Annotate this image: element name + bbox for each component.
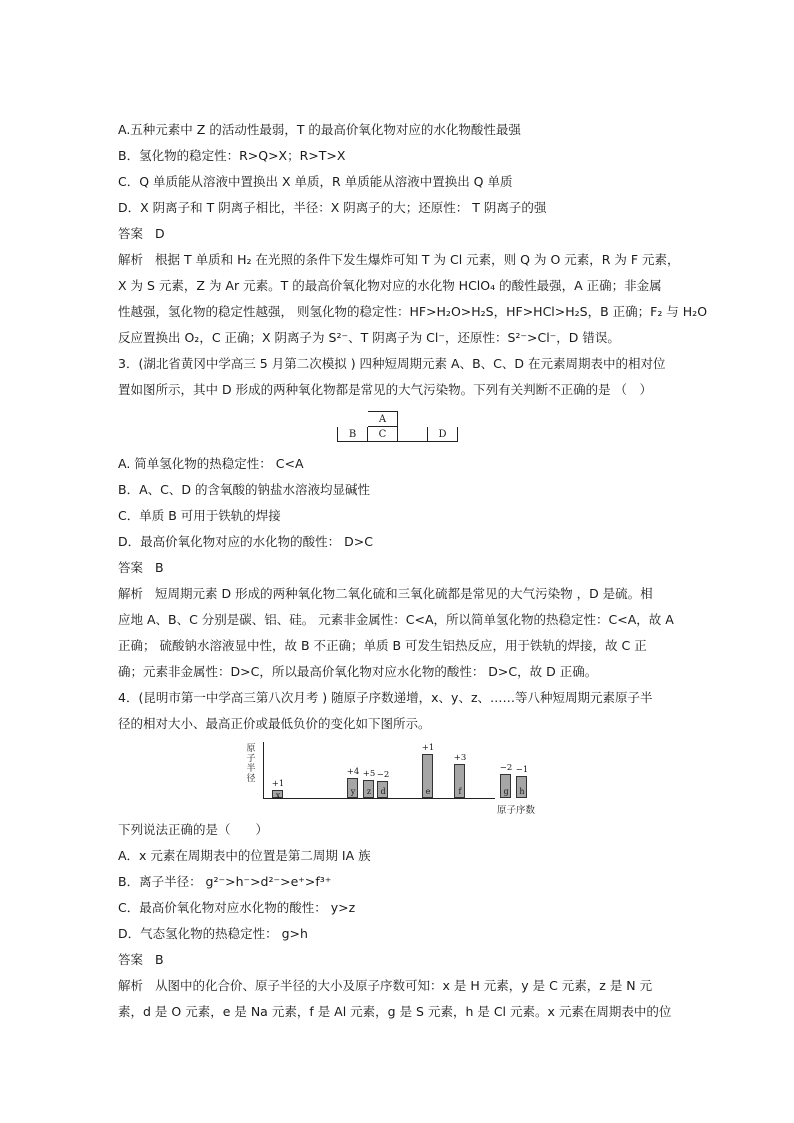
analysis-label: 解析 xyxy=(118,586,144,601)
q4-answer xyxy=(118,952,680,968)
chart-bar-label-e: e xyxy=(425,787,431,796)
q2-analysis-line-2: X 为 S 元素，Z 为 Ar 元素。T 的最高价氧化物对应的水化物 HClO₄ 的酸性最强，A 正确；非金属 xyxy=(118,278,662,293)
chart-bar-label-h: h xyxy=(519,787,525,796)
table-cell xyxy=(398,412,428,427)
chart-valence-label-z: +5 xyxy=(362,769,376,779)
chart-x-axis xyxy=(263,798,495,799)
q3-answer xyxy=(118,560,680,576)
chart-valence-label-h: −1 xyxy=(515,765,529,775)
chart-bar-label-d: d xyxy=(380,787,386,796)
table-cell: A xyxy=(368,412,398,427)
q3-option-d: D．最高价氧化物对应的水化物的酸性： D>C xyxy=(118,534,373,549)
q4-stem-line-1: 4．(昆明市第一中学高三第八次月考 ) 随原子序数递增，x、y、z、……等八种短周期元素原子半 xyxy=(118,690,653,705)
q3-analysis-line-3: 正确； 硫酸钠水溶液显中性，故 B 不正确；单质 B 可发生铝热反应，用于铁轨的焊接，故 C 正 xyxy=(118,638,647,653)
answer-value: B xyxy=(155,560,164,575)
answer-label: 答案 xyxy=(118,226,144,241)
table-row xyxy=(338,427,458,442)
answer-label: 答案 xyxy=(118,952,144,967)
q2-answer xyxy=(118,226,680,242)
q3-analysis-line-1: 解析 短周期元素 D 形成的两种氧化物二氧化硫和三氧化硫都是常见的大气污染物 ，D 是硫。相 xyxy=(118,586,653,601)
table-cell xyxy=(338,412,368,427)
q2-option-a: A.五种元素中 Z 的活动性最弱，T 的最高价氧化物对应的水化物酸性最强 xyxy=(118,122,521,137)
chart-y-axis-label: 原子半径 xyxy=(246,744,256,784)
q3-analysis-line-2: 应地 A、B、C 分别是碳、铝、硅。 元素非金属性：C<A，所以简单氢化物的热稳定性：C<A，故 A xyxy=(118,612,674,627)
answer-label: 答案 xyxy=(118,560,144,575)
q3-option-a: A. 简单氢化物的热稳定性： C<A xyxy=(118,456,304,471)
atomic-radius-chart xyxy=(245,742,555,814)
chart-valence-label-g: −2 xyxy=(499,763,513,773)
q2-option-d: D．X 阴离子和 T 阴离子相比，半径：X 阴离子的大；还原性： T 阴离子的强 xyxy=(118,200,547,215)
table-cell: D xyxy=(428,427,458,442)
chart-bar-label-g: g xyxy=(503,787,509,796)
q3-analysis-line-4: 确；元素非金属性：D>C，所以最高价氧化物对应水化物的酸性： D>C，故 D 正确。 xyxy=(118,664,598,679)
chart-x-axis-label: 原子序数 xyxy=(497,805,536,816)
chart-bar-label-f: f xyxy=(458,787,462,796)
analysis-label: 解析 xyxy=(118,252,144,267)
periodic-position-table xyxy=(337,411,458,442)
q3-option-b: B．A、C、D 的含氧酸的钠盐水溶液均显碱性 xyxy=(118,482,370,497)
chart-valence-label-x: +1 xyxy=(271,779,285,789)
chart-valence-label-y: +4 xyxy=(346,767,360,777)
q2-analysis-line-4: 反应置换出 O₂，C 正确；X 阴离子为 S²⁻、T 阴离子为 Cl⁻，还原性：S²⁻>Cl⁻，D 错误。 xyxy=(118,330,620,345)
q4-option-c: C．最高价氧化物对应水化物的酸性： y>z xyxy=(118,900,356,915)
chart-bar-label-x: x xyxy=(275,791,281,800)
q4-option-a: A．x 元素在周期表中的位置是第二周期 ⅠA 族 xyxy=(118,848,371,863)
q4-analysis-line-1: 解析 从图中的化合价、原子半径的大小及原子序数可知：x 是 H 元素，y 是 C 元素，z 是 N 元 xyxy=(118,978,653,993)
table-cell xyxy=(428,412,458,427)
q3-stem-line-1: 3．(湖北省黄冈中学高三 5 月第二次模拟 ) 四种短周期元素 A、B、C、D 在元素周期表中的相对位 xyxy=(118,356,666,371)
q4-stem-line-2: 径的相对大小、最高正价或最低负价的变化如下图所示。 xyxy=(118,716,431,731)
table-row xyxy=(338,412,458,427)
chart-y-axis xyxy=(263,742,264,798)
q2-option-c: C．Q 单质能从溶液中置换出 X 单质，R 单质能从溶液中置换出 Q 单质 xyxy=(118,174,513,189)
chart-bar-label-z: z xyxy=(366,787,372,796)
table-cell: C xyxy=(368,427,398,442)
q4-option-b: B．离子半径： g²⁻>h⁻>d²⁻>e⁺>f³⁺ xyxy=(118,874,332,889)
answer-value: D xyxy=(155,226,165,241)
q2-option-b: B．氢化物的稳定性：R>Q>X；R>T>X xyxy=(118,148,346,163)
table-cell: B xyxy=(338,427,368,442)
table-cell xyxy=(398,427,428,442)
chart-valence-label-e: +1 xyxy=(421,743,435,753)
analysis-label: 解析 xyxy=(118,978,144,993)
q4-option-d: D．气态氢化物的热稳定性： g>h xyxy=(118,926,308,941)
answer-value: B xyxy=(155,952,164,967)
q2-analysis-line-3: 性越强，氢化物的稳定性越强， 则氢化物的稳定性：HF>H₂O>H₂S，HF>HCl>H₂S，B 正确；F₂ 与 H₂O xyxy=(118,304,708,319)
chart-valence-label-d: −2 xyxy=(376,770,390,780)
q3-option-c: C．单质 B 可用于铁轨的焊接 xyxy=(118,508,281,523)
q4-question: 下列说法正确的是（ ） xyxy=(118,822,269,837)
q4-analysis-line-2: 素，d 是 O 元素，e 是 Na 元素，f 是 Al 元素，g 是 S 元素，h 是 Cl 元素。x 元素在周期表中的位 xyxy=(118,1004,672,1019)
chart-bar-label-y: y xyxy=(350,787,356,796)
q2-analysis-line-1: 解析 根据 T 单质和 H₂ 在光照的条件下发生爆炸可知 T 为 Cl 元素，则 Q 为 O 元素，R 为 F 元素， xyxy=(118,252,680,267)
chart-valence-label-f: +3 xyxy=(453,753,467,763)
q3-stem-line-2: 置如图所示，其中 D 形成的两种氧化物都是常见的大气污染物。下列有关判断不正确的是 （ ） xyxy=(118,382,653,397)
